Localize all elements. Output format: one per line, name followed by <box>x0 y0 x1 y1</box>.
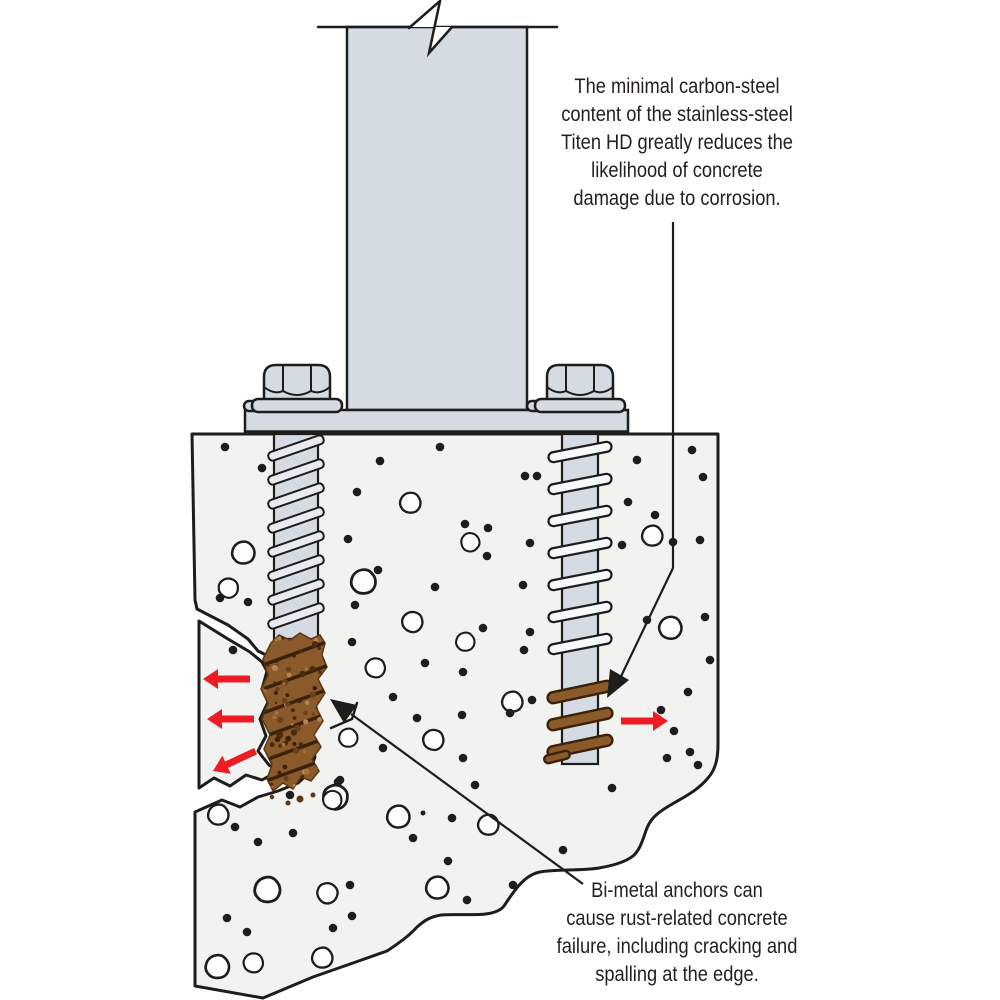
aggregate-dot <box>244 598 253 607</box>
rust-crumb <box>311 793 316 798</box>
aggregate-dot <box>444 857 453 866</box>
callout-bottom-line-4: spalling at the edge. <box>595 962 759 986</box>
aggregate-dot <box>506 709 515 718</box>
aggregate-dot <box>484 524 493 533</box>
aggregate-dot <box>471 781 480 790</box>
aggregate-dot <box>436 443 445 452</box>
rust-speckle <box>286 667 291 672</box>
aggregate-dot <box>346 881 355 890</box>
aggregate-dot <box>701 613 710 622</box>
rust-speckle <box>312 713 315 716</box>
rust-speckle <box>299 671 305 677</box>
aggregate-dot <box>421 811 426 816</box>
rust-speckle <box>317 717 322 722</box>
callout-top-line-2: content of the stainless-steel <box>561 102 793 126</box>
aggregate-dot <box>286 791 295 800</box>
rust-speckle <box>284 776 289 781</box>
aggregate-dot <box>618 541 627 550</box>
aggregate-dot <box>559 846 568 855</box>
aggregate-dot <box>526 628 535 637</box>
aggregate-pebble <box>351 570 375 594</box>
rust-speckle <box>276 660 279 663</box>
aggregate-dot <box>379 744 388 753</box>
rust-speckle <box>310 691 316 697</box>
right-hex-nut-assembly <box>527 365 625 412</box>
aggregate-dot <box>521 472 530 481</box>
rust-speckle <box>271 785 273 787</box>
rust-speckle <box>293 654 296 657</box>
aggregate-pebble <box>642 526 662 546</box>
aggregate-dot <box>657 706 666 715</box>
rust-speckle <box>285 693 289 697</box>
rust-speckle <box>282 698 288 704</box>
rust-speckle <box>277 717 283 723</box>
rust-speckle <box>273 682 276 685</box>
rust-speckle <box>291 723 293 725</box>
aggregate-dot <box>459 668 468 677</box>
washer <box>252 399 342 412</box>
aggregate-dot <box>686 748 695 757</box>
rust-speckle <box>300 649 303 652</box>
aggregate-dot <box>688 446 697 455</box>
aggregate-dot <box>624 498 633 507</box>
aggregate-dot <box>389 693 398 702</box>
aggregate-dot <box>344 535 353 544</box>
rust-speckle <box>287 673 292 678</box>
aggregate-dot <box>351 601 360 610</box>
aggregate-dot <box>289 829 298 838</box>
aggregate-dot <box>329 924 338 933</box>
aggregate-pebble <box>456 633 474 651</box>
rust-speckle <box>272 665 278 671</box>
rust-speckle <box>267 664 270 667</box>
callout-bottom-line-3: failure, including cracking and <box>556 934 798 958</box>
aggregate-pebble <box>387 806 409 828</box>
aggregate-dot <box>684 688 693 697</box>
aggregate-dot <box>221 443 230 452</box>
aggregate-dot <box>409 834 418 843</box>
aggregate-dot <box>231 823 240 832</box>
rust-speckle <box>283 765 288 770</box>
rust-speckle <box>293 716 297 720</box>
rust-speckle <box>275 687 279 691</box>
callout-bottom-line-1: Bi-metal anchors can <box>591 878 763 902</box>
aggregate-pebble <box>208 805 228 825</box>
callout-top-line-3: Titen HD greatly reduces the <box>561 130 793 154</box>
rust-speckle <box>283 682 286 685</box>
aggregate-dot <box>479 624 488 633</box>
aggregate-dot <box>509 881 518 890</box>
rust-speckle <box>293 747 299 753</box>
aggregate-dot <box>706 656 715 665</box>
aggregate-dot <box>663 754 672 763</box>
aggregate-dot <box>696 536 705 545</box>
aggregate-dot <box>254 838 263 847</box>
rust-speckle <box>292 742 296 746</box>
aggregate-dot <box>334 778 343 787</box>
aggregate-dot <box>223 914 232 923</box>
rust-speckle <box>291 729 297 735</box>
aggregate-dot <box>608 784 617 793</box>
aggregate-pebble <box>232 542 254 564</box>
base-plate <box>245 410 628 433</box>
aggregate-dot <box>694 761 703 770</box>
rust-speckle <box>299 742 303 746</box>
aggregate-dot <box>670 727 679 736</box>
rust-speckle <box>277 771 281 775</box>
aggregate-dot <box>520 646 529 655</box>
aggregate-dot <box>461 520 470 529</box>
aggregate-dot <box>348 638 357 647</box>
callout-bottom <box>533 876 822 988</box>
aggregate-dot <box>243 928 252 937</box>
aggregate-dot <box>448 814 457 823</box>
rust-speckle <box>303 711 308 716</box>
rust-speckle <box>303 750 306 753</box>
aggregate-pebble <box>502 692 522 712</box>
callout-top-line-5: damage due to corrosion. <box>573 186 781 210</box>
aggregate-dot <box>421 659 430 668</box>
rust-speckle <box>270 742 275 747</box>
rust-speckle <box>277 732 284 739</box>
rust-speckle <box>273 715 277 719</box>
aggregate-dot <box>699 473 708 482</box>
aggregate-dot <box>459 754 468 763</box>
rust-speckle <box>303 719 308 724</box>
rust-speckle <box>285 736 291 742</box>
aggregate-dot <box>526 539 535 548</box>
aggregate-dot <box>258 464 267 473</box>
rust-speckle <box>313 686 317 690</box>
aggregate-dot <box>519 581 528 590</box>
aggregate-dot <box>216 594 225 603</box>
aggregate-dot <box>483 552 492 561</box>
rust-speckle <box>312 641 318 647</box>
callout-top-line-1: The minimal carbon-steel <box>574 74 780 98</box>
rust-crumb <box>270 795 274 799</box>
callout-bottom-line-2: cause rust-related concrete <box>566 906 788 930</box>
aggregate-dot <box>229 646 238 655</box>
rust-crumb <box>297 796 304 803</box>
rust-speckle <box>282 743 285 746</box>
rust-speckle <box>278 744 281 747</box>
aggregate-dot <box>431 583 440 592</box>
rust-speckle <box>264 689 267 692</box>
aggregate-dot <box>533 472 542 481</box>
rust-speckle <box>310 666 316 672</box>
rust-speckle <box>304 769 309 774</box>
aggregate-dot <box>651 511 660 520</box>
aggregate-dot <box>633 456 642 465</box>
rust-crumb <box>286 801 291 806</box>
left-hex-nut-assembly <box>244 365 342 412</box>
aggregate-dot <box>413 714 422 723</box>
rust-speckle <box>305 701 309 705</box>
rust-speckle <box>303 766 306 769</box>
aggregate-pebble <box>255 877 280 902</box>
callout-top-line-4: likelihood of concrete <box>591 158 763 182</box>
aggregate-pebble <box>339 729 357 747</box>
aggregate-dot <box>348 912 357 921</box>
aggregate-dot <box>458 711 467 720</box>
rust-speckle <box>275 711 279 715</box>
aggregate-pebble <box>206 955 229 978</box>
aggregate-dot <box>353 488 362 497</box>
callout-top <box>533 72 822 212</box>
aggregate-pebble <box>312 948 332 968</box>
aggregate-dot <box>374 566 383 575</box>
steel-column <box>347 27 527 410</box>
rust-speckle <box>297 698 302 703</box>
aggregate-dot <box>376 457 385 466</box>
aggregate-dot <box>528 696 537 705</box>
rust-speckle <box>304 667 307 670</box>
aggregate-dot <box>463 896 472 905</box>
rust-speckle <box>318 670 321 673</box>
rust-speckle <box>317 646 321 650</box>
aggregate-pebble <box>426 877 448 899</box>
rust-speckle <box>291 708 295 712</box>
rust-speckle <box>275 702 277 704</box>
washer <box>535 399 625 412</box>
